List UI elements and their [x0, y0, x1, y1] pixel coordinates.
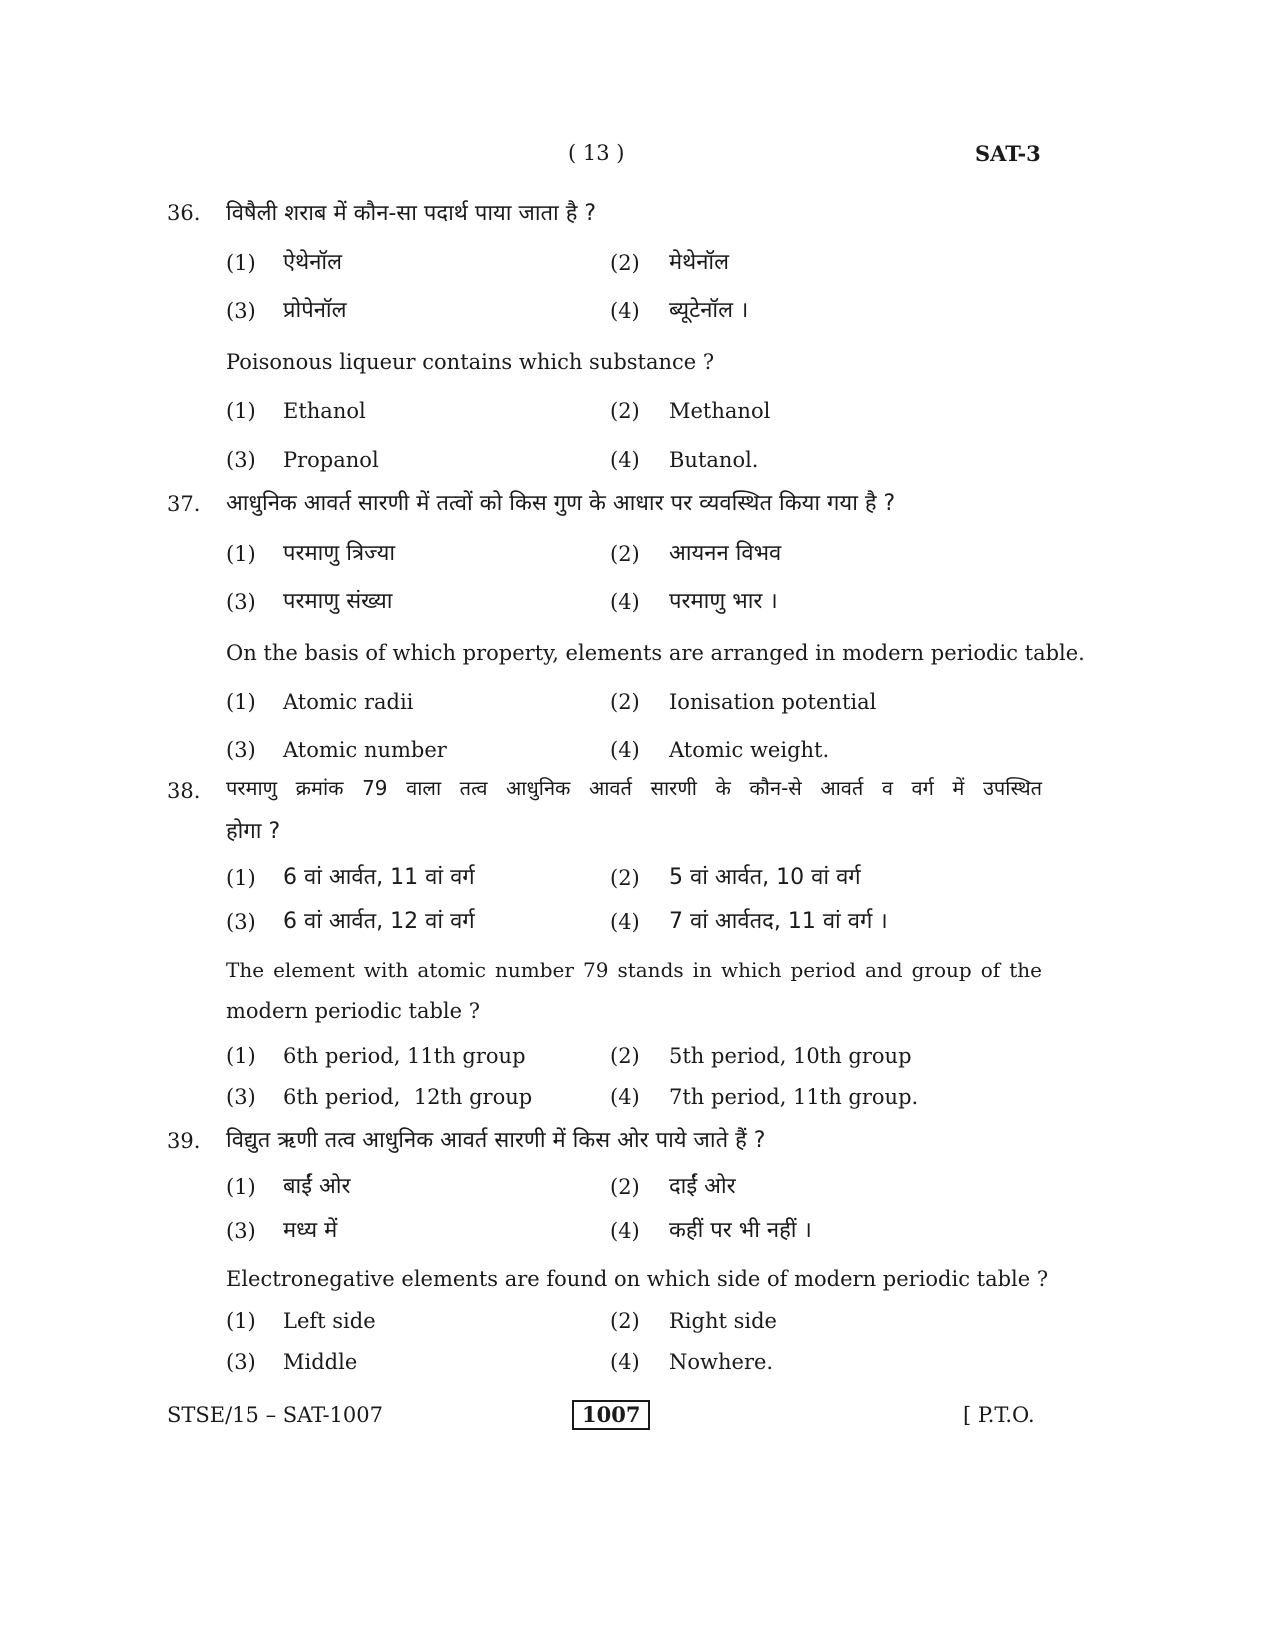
question-text-hindi: विद्युत ऋणी तत्व आधुनिक आवर्त सारणी में किस ओर पाये जाते हैं ?: [226, 1128, 766, 1153]
option-text-english: Atomic radii: [283, 690, 414, 714]
option-label: (2): [610, 251, 640, 275]
option-label: (2): [610, 690, 640, 714]
option-label: (4): [610, 299, 640, 323]
option-text-english: Atomic number: [283, 738, 447, 762]
question-number: 38.: [167, 779, 201, 803]
option-text-hindi: मेथेनॉल: [669, 250, 730, 275]
option-label: (3): [226, 910, 256, 934]
option-label: (3): [226, 1219, 256, 1243]
option-label: (3): [226, 448, 256, 472]
option-label: (1): [226, 542, 256, 566]
option-text-hindi: परमाणु त्रिज्या: [283, 541, 396, 566]
option-text-hindi: कहीं पर भी नहीं ।: [669, 1218, 812, 1243]
option-label: (4): [610, 910, 640, 934]
option-text-english: 5th period, 10th group: [669, 1044, 912, 1068]
option-text-hindi: मध्य में: [283, 1218, 338, 1243]
option-text-hindi: 6 वां आर्वत, 12 वां वर्ग: [283, 909, 475, 934]
option-text-hindi: परमाणु संख्या: [283, 589, 393, 614]
question-text-english: The element with atomic number 79 stands in which period and group of the: [226, 958, 1042, 982]
option-label: (3): [226, 1085, 256, 1109]
option-text-hindi: बाईं ओर: [283, 1174, 351, 1199]
option-label: (4): [610, 738, 640, 762]
option-label: (2): [610, 1309, 640, 1333]
option-label: (4): [610, 1350, 640, 1374]
question-number: 39.: [167, 1129, 201, 1153]
option-label: (2): [610, 866, 640, 890]
option-label: (2): [610, 1175, 640, 1199]
option-label: (4): [610, 1085, 640, 1109]
question-text-hindi: परमाणु क्रमांक 79 वाला तत्व आधुनिक आवर्त सारणी के कौन-से आवर्त व वर्ग में उपस्थित: [226, 776, 1042, 800]
question-text-english: Poisonous liqueur contains which substance ?: [226, 350, 715, 374]
option-text-hindi: ब्यूटेनॉल ।: [669, 298, 749, 323]
option-text-english: Atomic weight.: [669, 738, 830, 762]
option-label: (1): [226, 1044, 256, 1068]
option-text-hindi: ऐथेनॉल: [283, 250, 343, 275]
paper-code: SAT-3: [975, 141, 1041, 166]
option-text-english: Butanol.: [669, 448, 759, 472]
option-text-hindi: 6 वां आर्वत, 11 वां वर्ग: [283, 865, 475, 890]
option-text-english: Nowhere.: [669, 1350, 774, 1374]
option-text-english: 6th period, 12th group: [283, 1085, 533, 1109]
option-text-english: Middle: [283, 1350, 358, 1374]
option-text-hindi: दाईं ओर: [669, 1174, 736, 1199]
option-text-english: Right side: [669, 1309, 777, 1333]
option-label: (1): [226, 690, 256, 714]
option-label: (4): [610, 590, 640, 614]
question-text-english: Electronegative elements are found on which side of modern periodic table ?: [226, 1267, 1049, 1291]
question-number: 36.: [167, 201, 201, 225]
question-text-hindi: विषैली शराब में कौन-सा पदार्थ पाया जाता है ?: [226, 201, 597, 226]
option-label: (3): [226, 1350, 256, 1374]
option-label: (3): [226, 738, 256, 762]
option-label: (4): [610, 448, 640, 472]
option-text-english: 7th period, 11th group.: [669, 1085, 919, 1109]
option-text-english: Ionisation potential: [669, 690, 877, 714]
option-text-hindi: 7 वां आर्वतद, 11 वां वर्ग ।: [669, 909, 888, 934]
option-text-english: Left side: [283, 1309, 376, 1333]
footer-booklet-number: 1007: [572, 1400, 650, 1430]
option-label: (2): [610, 399, 640, 423]
question-text-hindi-continued: होगा ?: [226, 819, 281, 844]
option-text-english: Ethanol: [283, 399, 366, 423]
option-text-hindi: प्रोपेनॉल: [283, 298, 347, 323]
option-text-english: Methanol: [669, 399, 771, 423]
option-text-hindi: परमाणु भार ।: [669, 589, 778, 614]
question-number: 37.: [167, 492, 201, 516]
option-label: (3): [226, 299, 256, 323]
option-label: (2): [610, 1044, 640, 1068]
footer-pto: [ P.T.O.: [963, 1403, 1035, 1427]
option-text-hindi: आयनन विभव: [669, 541, 782, 566]
footer-paper-code: STSE/15 – SAT-1007: [167, 1403, 383, 1427]
page-number: ( 13 ): [568, 141, 625, 165]
option-label: (1): [226, 251, 256, 275]
option-label: (1): [226, 1309, 256, 1333]
option-label: (1): [226, 866, 256, 890]
option-label: (1): [226, 1175, 256, 1199]
option-label: (2): [610, 542, 640, 566]
question-text-hindi: आधुनिक आवर्त सारणी में तत्वों को किस गुण के आधार पर व्यवस्थित किया गया है ?: [226, 491, 896, 516]
option-label: (4): [610, 1219, 640, 1243]
option-text-english: 6th period, 11th group: [283, 1044, 526, 1068]
option-text-hindi: 5 वां आर्वत, 10 वां वर्ग: [669, 865, 861, 890]
option-label: (3): [226, 590, 256, 614]
question-text-english-continued: modern periodic table ?: [226, 999, 481, 1023]
option-text-english: Propanol: [283, 448, 379, 472]
option-label: (1): [226, 399, 256, 423]
question-text-english: On the basis of which property, elements are arranged in modern periodic table.: [226, 641, 1085, 665]
